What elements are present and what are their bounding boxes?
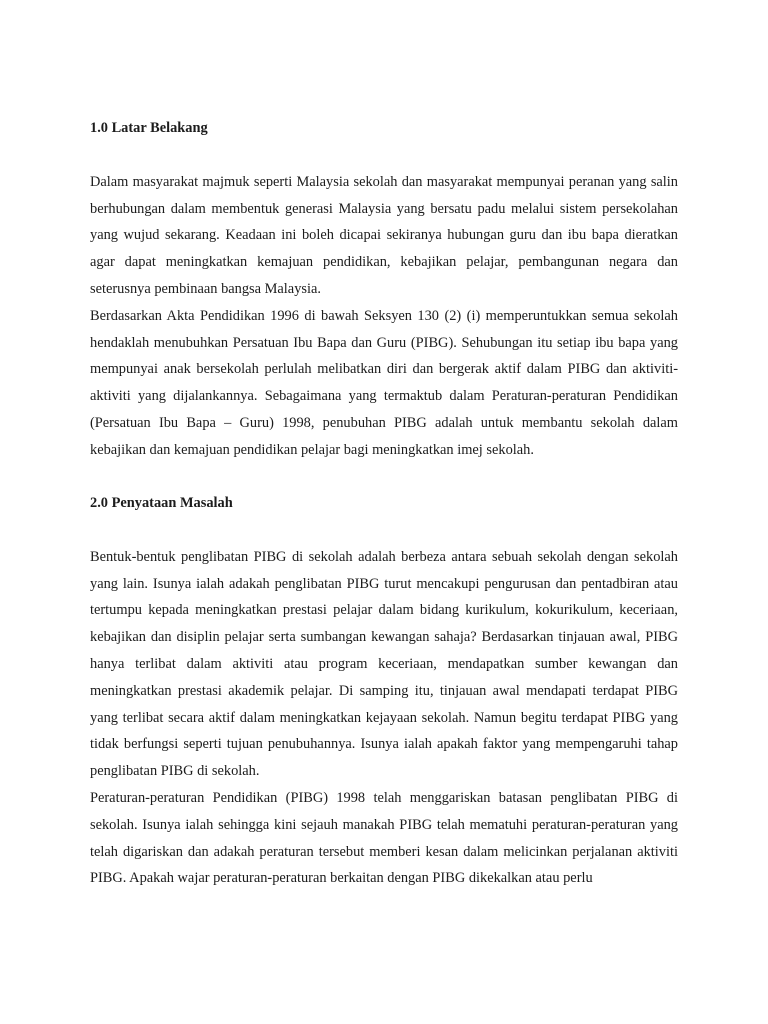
- paragraph-penyataan-masalah-2: Peraturan-peraturan Pendidikan (PIBG) 1998 telah menggariskan batasan penglibatan PIBG di sekolah. Isunya ialah sehingga kini sejauh manakah PIBG telah mematuhi peraturan-peraturan yang telah digariskan dan adakah peraturan tersebut memberi kesan dalam melicinkan perjalanan aktiviti PIBG. Apakah wajar peraturan-peraturan berkaitan dengan PIBG dikekalkan atau perlu: [90, 790, 678, 887]
- paragraph-latar-belakang-1: Dalam masyarakat majmuk seperti Malaysia sekolah dan masyarakat mempunyai peranan yang salin berhubungan dalam membentuk generasi Malaysia yang bersatu padu melalui sistem persekolahan yang wujud sekarang. Keadaan ini boleh dicapai sekiranya hubungan guru dan ibu bapa dieratkan agar dapat meningkatkan kemajuan pendidikan, kebajikan pelajar, pembangunan negara dan seterusnya pembinaan bangsa Malaysia.: [90, 173, 678, 297]
- document-body: [90, 115, 678, 892]
- section-heading-penyataan-masalah: 2.0 Penyataan Masalah: [90, 495, 233, 512]
- paragraph-latar-belakang-2: Berdasarkan Akta Pendidikan 1996 di bawah Seksyen 130 (2) (i) memperuntukkan semua sekolah hendaklah menubuhkan Persatuan Ibu Bapa dan Guru (PIBG). Sehubungan itu setiap ibu bapa yang mempunyai anak bersekolah perlulah melibatkan diri dan bergerak aktif dalam PIBG dan aktiviti-aktiviti yang dijalankannya. Sebagaimana yang termaktub dalam Peraturan-peraturan Pendidikan (Persatuan Ibu Bapa – Guru) 1998, penubuhan PIBG adalah untuk membantu sekolah dalam kebajikan dan kemajuan pendidikan pelajar bagi meningkatkan imej sekolah.: [90, 307, 678, 458]
- section-heading-latar-belakang: 1.0 Latar Belakang: [90, 120, 208, 136]
- paragraph-penyataan-masalah-1: Bentuk-bentuk penglibatan PIBG di sekolah adalah berbeza antara sebuah sekolah dengan sekolah yang lain. Isunya ialah adakah penglibatan PIBG turut mencakupi pengurusan dan pentadbiran atau tertumpu kepada meningkatkan prestasi pelajar dalam bidang kurikulum, kokurikulum, keceriaan, kebajikan dan disiplin pelajar serta sumbangan kewangan sahaja? Berdasarkan tinjauan awal, PIBG hanya terlibat dalam aktiviti atau program keceriaan, mendapatkan sumber kewangan dan meningkatkan prestasi akademik pelajar. Di samping itu, tinjauan awal mendapati terdapat PIBG yang terlibat secara aktif dalam meningkatkan kejayaan sekolah. Namun begitu terdapat PIBG yang tidak berfungsi seperti tujuan penubuhannya. Isunya ialah apakah faktor yang mempengaruhi tahap penglibatan PIBG di sekolah.: [90, 548, 678, 780]
